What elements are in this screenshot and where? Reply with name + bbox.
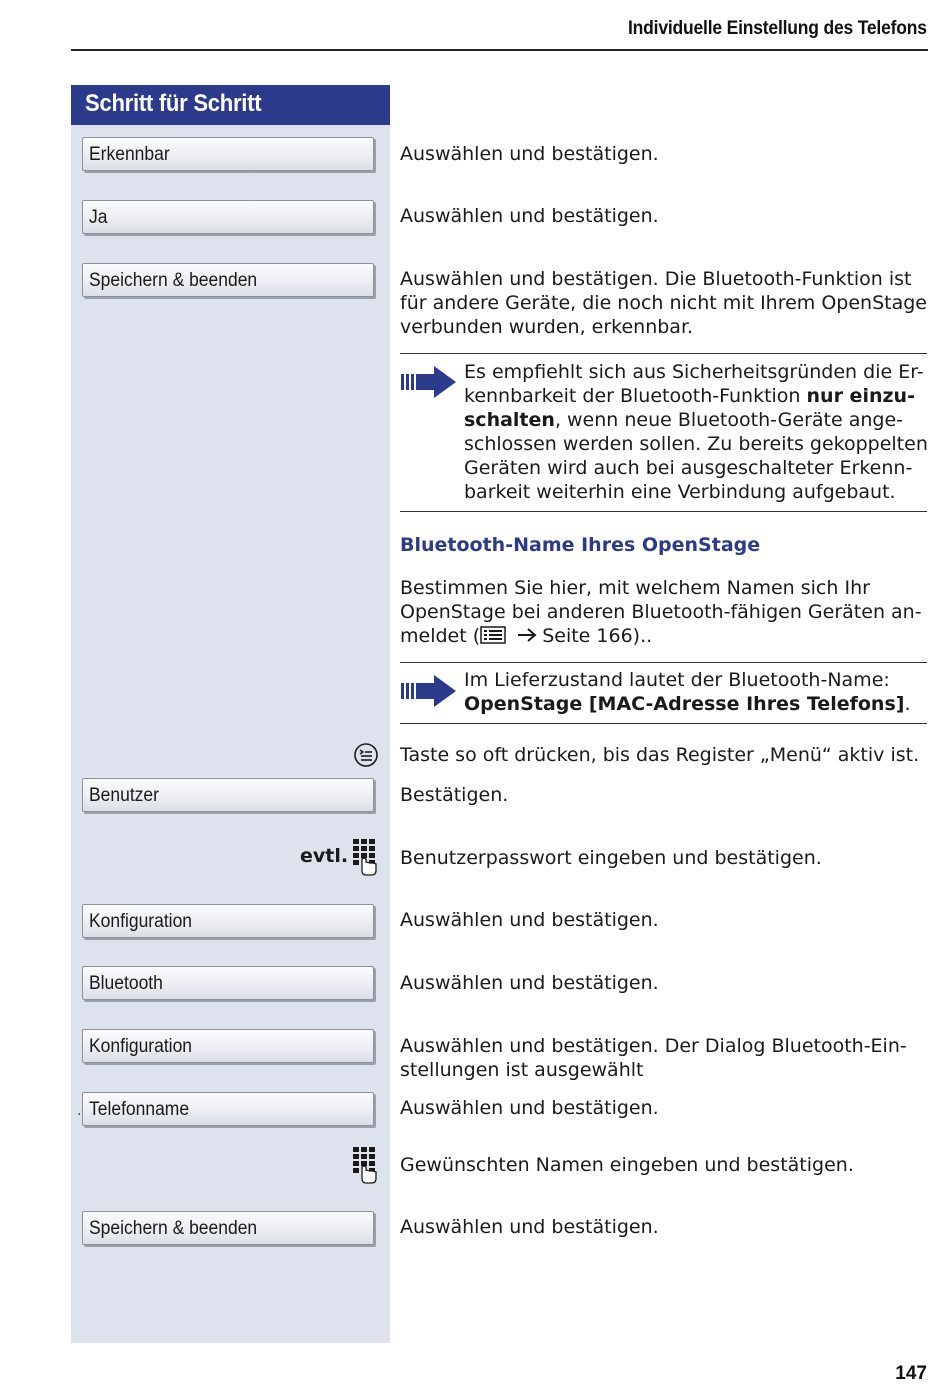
step-description: Gewünschten Namen eingeben und bestätigen. bbox=[400, 1154, 854, 1176]
menu-button-konfiguration[interactable] bbox=[82, 1029, 374, 1063]
text-line: schlossen werden sollen. Zu bereits gekoppelten bbox=[464, 433, 928, 455]
text-line: Geräten wird auch bei ausgeschalteter Erkenn- bbox=[464, 457, 913, 479]
menu-button-label: Ja bbox=[89, 207, 108, 228]
menu-button-label: Benutzer bbox=[89, 785, 159, 806]
arrow-right-icon bbox=[516, 627, 538, 643]
note-arrow-icon bbox=[401, 366, 457, 398]
menu-button-benutzer[interactable] bbox=[82, 778, 374, 812]
menu-button-label: Speichern & beenden bbox=[89, 1218, 258, 1239]
sidebar-title: Schritt für Schritt bbox=[85, 90, 262, 117]
step-description: Auswählen und bestätigen. bbox=[400, 1216, 659, 1238]
menu-button-bluetooth[interactable] bbox=[82, 966, 374, 1000]
text-line: OpenStage bei anderen Bluetooth-fähigen Geräten an- bbox=[400, 601, 922, 623]
text-line: stellungen ist ausgewählt bbox=[400, 1059, 644, 1081]
info-note bbox=[400, 662, 927, 724]
header-rule bbox=[71, 49, 928, 51]
text-line bbox=[464, 692, 910, 716]
header-title: Individuelle Einstellung des Telefons bbox=[628, 18, 927, 39]
text-line bbox=[400, 624, 930, 648]
text-line: Es empfiehlt sich aus Sicherheitsgründen die Er- bbox=[464, 361, 924, 383]
bold-text: OpenStage [MAC-Adresse Ihres Telefons] bbox=[464, 693, 905, 715]
text-line: Auswählen und bestätigen. Der Dialog Bluetooth-Ein- bbox=[400, 1035, 907, 1057]
optional-label: evtl. bbox=[300, 845, 349, 867]
menu-list-icon bbox=[480, 626, 506, 644]
text-run: meldet ( bbox=[400, 625, 481, 647]
step-description: Benutzerpasswort eingeben und bestätigen. bbox=[400, 847, 822, 869]
step-description bbox=[400, 267, 930, 339]
menu-button-konfiguration[interactable] bbox=[82, 904, 374, 938]
menu-button-ja[interactable] bbox=[82, 200, 374, 234]
page-number: 147 bbox=[895, 1363, 927, 1384]
sidebar-header bbox=[71, 85, 390, 125]
menu-button-label: Erkennbar bbox=[89, 144, 170, 165]
step-description: Auswählen und bestätigen. bbox=[400, 205, 659, 227]
note-text bbox=[464, 668, 910, 716]
text-line: Im Lieferzustand lautet der Bluetooth-Name: bbox=[464, 669, 890, 691]
text-line: verbunden wurden, erkennbar. bbox=[400, 316, 694, 338]
step-description bbox=[400, 1034, 930, 1082]
info-note bbox=[400, 353, 927, 512]
stray-mark: . bbox=[77, 1103, 82, 1119]
text-line: für andere Geräte, die noch nicht mit Ihrem OpenStage bbox=[400, 292, 927, 314]
text-line: barkeit weiterhin eine Verbindung aufgebaut. bbox=[464, 481, 896, 503]
note-arrow-icon bbox=[401, 675, 457, 707]
menu-button-label: Speichern & beenden bbox=[89, 270, 258, 291]
bold-text: nur einzu- bbox=[806, 385, 915, 407]
menu-button-erkennbar[interactable] bbox=[82, 137, 374, 171]
step-description: Taste so oft drücken, bis das Register „Menü“ aktiv ist. bbox=[400, 744, 920, 766]
text-run: kennbarkeit der Bluetooth-Funktion bbox=[464, 385, 807, 407]
section-body bbox=[400, 576, 930, 648]
step-description: Auswählen und bestätigen. bbox=[400, 909, 659, 931]
text-run: . bbox=[904, 693, 911, 715]
keypad-icon bbox=[352, 1146, 378, 1184]
step-description: Auswählen und bestätigen. bbox=[400, 972, 659, 994]
menu-button-label: Konfiguration bbox=[89, 911, 193, 932]
text-run: Seite 166).. bbox=[542, 625, 653, 647]
text-line: Auswählen und bestätigen. Die Bluetooth-Funktion ist bbox=[400, 268, 912, 290]
menu-button-label: Konfiguration bbox=[89, 1036, 193, 1057]
menu-button-label: Bluetooth bbox=[89, 973, 163, 994]
step-description: Bestätigen. bbox=[400, 784, 509, 806]
menu-button-speichern-beenden[interactable] bbox=[82, 263, 374, 297]
menu-button-label: Telefonname bbox=[89, 1099, 190, 1120]
bold-text: schalten bbox=[464, 409, 555, 431]
note-text bbox=[464, 360, 928, 504]
section-title: Bluetooth-Name Ihres OpenStage bbox=[400, 534, 761, 556]
menu-button-speichern-beenden[interactable] bbox=[82, 1211, 374, 1245]
text-line: Bestimmen Sie hier, mit welchem Namen sich Ihr bbox=[400, 577, 870, 599]
keypad-icon bbox=[352, 838, 378, 876]
menu-button-telefonname[interactable] bbox=[82, 1092, 374, 1126]
text-run: , wenn neue Bluetooth-Geräte ange- bbox=[554, 409, 903, 431]
menu-key-icon bbox=[353, 742, 379, 768]
step-description: Auswählen und bestätigen. bbox=[400, 143, 659, 165]
text-line bbox=[464, 384, 928, 408]
text-line bbox=[464, 408, 928, 432]
step-description: Auswählen und bestätigen. bbox=[400, 1097, 659, 1119]
